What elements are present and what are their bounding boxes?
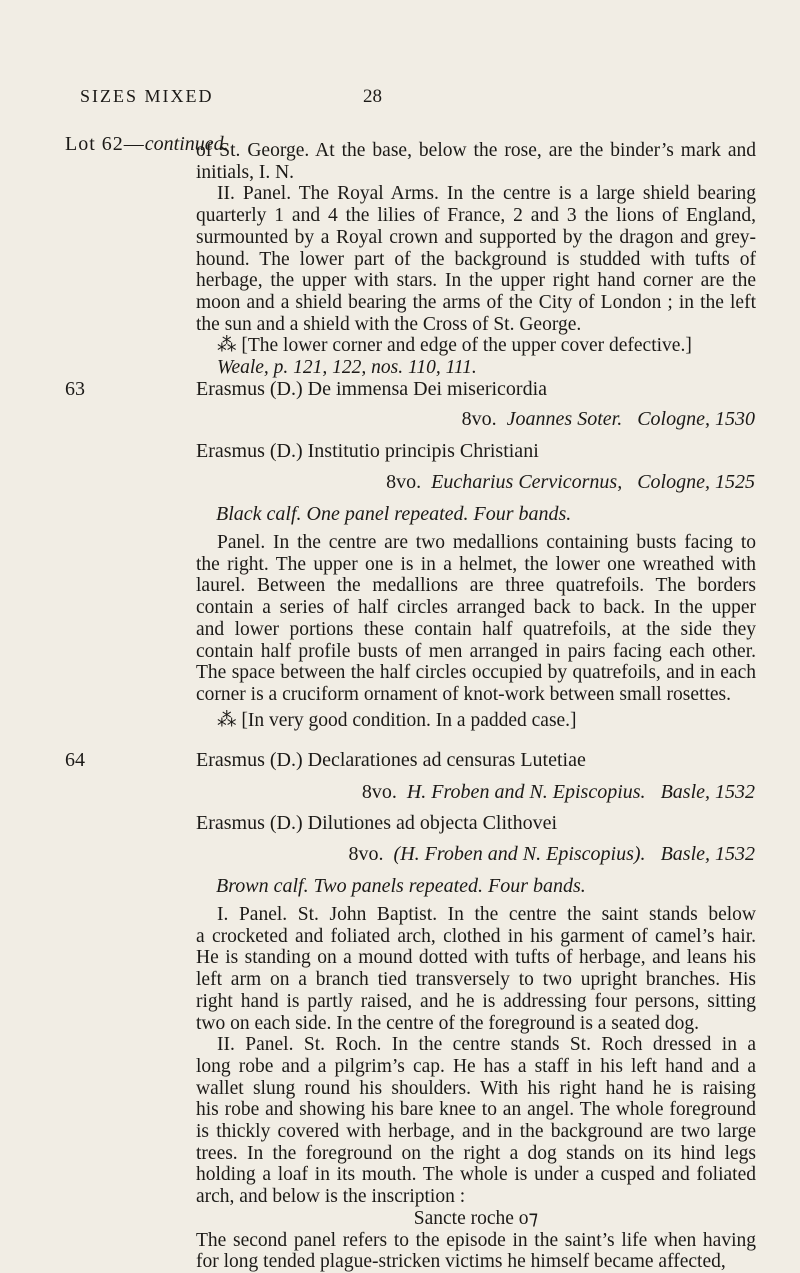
desc-line: is thickly covered with herbage, and in the background are two large <box>196 1121 756 1143</box>
format: 8vo. <box>386 471 422 493</box>
lot-63-binding: Black calf. One panel repeated. Four bands. <box>216 503 572 525</box>
section-title: SIZES MIXED <box>80 86 214 106</box>
printer: Joannes Soter. <box>506 408 623 430</box>
lot-64-title-1: Erasmus (D.) Declarationes ad censuras Lutetiae <box>196 749 586 771</box>
place-date: Cologne, 1525 <box>637 471 755 493</box>
desc-line: of St. George. At the base, below the rose, are the binder’s mark and <box>196 140 756 161</box>
condition-note: ⁂ [In very good condition. In a padded case.] <box>217 709 577 731</box>
desc-line: The second panel refers to the episode in the saint’s life when having <box>196 1229 756 1251</box>
format: 8vo. <box>361 781 397 803</box>
desc-line: contain half profile busts of men arranged in pairs facing each other. <box>196 640 756 662</box>
lot-64-binding: Brown calf. Two panels repeated. Four bands. <box>216 875 586 897</box>
page-number: 28 <box>363 86 382 107</box>
reference-line: Weale, p. 121, 122, nos. 110, 111. <box>217 357 477 379</box>
desc-line: arch, and below is the inscription : <box>196 1186 466 1208</box>
place-date: Basle, 1532 <box>660 781 755 803</box>
lot-62-description <box>196 140 756 379</box>
desc-line: II. Panel. St. Roch. In the centre stands St. Roch dressed in a <box>217 1034 756 1056</box>
place-date: Cologne, 1530 <box>637 408 755 430</box>
lot-64-imprint-2 <box>349 843 755 866</box>
desc-line: herbage, the upper with stars. In the upper right hand corner are the <box>196 270 756 292</box>
condition-note: ⁂ [The lower corner and edge of the upper cover defective.] <box>217 335 692 357</box>
lot-63-description <box>196 532 756 731</box>
desc-line: left arm on a branch tied transversely to two upright branches. His <box>196 969 756 991</box>
desc-line: Panel. In the centre are two medallions containing busts facing to <box>217 532 756 553</box>
lot-63-imprint-2 <box>386 471 755 494</box>
format: 8vo. <box>348 843 384 865</box>
printer: Eucharius Cervicornus, <box>431 471 623 493</box>
lot-label: Lot 62— <box>65 133 145 155</box>
printer: H. Froben and N. Episcopius. <box>406 781 646 803</box>
lot-64-imprint-1 <box>362 781 755 804</box>
desc-line: for long tended plague-stricken victims he himself became affected, <box>196 1251 726 1273</box>
desc-line: moon and a shield bearing the arms of the City of London ; in the left <box>196 291 756 313</box>
desc-line: and lower portions these contain half quatrefoils, at the side they <box>196 618 756 640</box>
desc-line: surmounted by a Royal crown and supported by the dragon and grey- <box>196 226 756 248</box>
desc-line: two on each side. In the centre of the foreground is a seated dog. <box>196 1012 700 1034</box>
desc-line: right hand is partly raised, and he is addressing four persons, sitting <box>196 990 756 1012</box>
place-date: Basle, 1532 <box>660 843 755 865</box>
desc-line: wallet slung round his shoulders. With his right hand he is raising <box>196 1077 756 1099</box>
desc-line: trees. In the foreground on the right a dog stands on its hind legs <box>196 1142 756 1164</box>
lot-63-imprint-1 <box>462 408 755 431</box>
format: 8vo. <box>461 408 497 430</box>
desc-line: the right. The upper one is in a helmet, the lower one wreathed with <box>196 553 756 575</box>
desc-line: initials, I. N. <box>196 161 295 183</box>
printer: (H. Froben and N. Episcopius). <box>393 843 646 865</box>
desc-line: his robe and showing his bare knee to an angel. The whole foreground <box>196 1099 756 1121</box>
lot-63-title-2: Erasmus (D.) Institutio principis Christiani <box>196 440 539 462</box>
desc-line: contain a series of half circles arranged back to back. In the upper <box>196 597 756 619</box>
desc-line: II. Panel. The Royal Arms. In the centre is a large shield bearing <box>217 183 756 205</box>
desc-line: quarterly 1 and 4 the lilies of France, 2 and 3 the lions of England, <box>196 205 756 227</box>
lot-64-description <box>196 904 756 1273</box>
desc-line: He is standing on a mound dotted with tufts of herbage, and leans his <box>196 947 756 969</box>
desc-line: The space between the half circles occupied by quatrefoils, and in each <box>196 662 756 684</box>
lot-64-number: 64 <box>65 749 85 771</box>
desc-line: long robe and a pilgrim’s cap. He has a staff in his left hand and a <box>196 1055 756 1077</box>
lot-63-number: 63 <box>65 378 85 400</box>
lot-64-title-2: Erasmus (D.) Dilutiones ad objecta Clithovei <box>196 812 558 834</box>
desc-line: a crocketed and foliated arch, clothed in his garment of camel’s hair. <box>196 925 756 947</box>
desc-line: laurel. Between the medallions are three quatrefoils. The borders <box>196 575 756 597</box>
desc-line: holding a loaf in its mouth. The whole is under a cusped and foliated <box>196 1164 756 1186</box>
desc-line: the sun and a shield with the Cross of St. George. <box>196 313 582 335</box>
desc-line: I. Panel. St. John Baptist. In the centre the saint stands below <box>217 904 756 925</box>
inscription-line: Sancte roche o⁊ <box>413 1207 539 1229</box>
desc-line: hound. The lower part of the background is studded with tufts of <box>196 248 756 270</box>
continued-label: continued. <box>144 133 229 155</box>
lot-63-title-1: Erasmus (D.) De immensa Dei misericordia <box>196 378 548 400</box>
desc-line: corner is a cruciform ornament of knot-work between small rosettes. <box>196 683 731 705</box>
